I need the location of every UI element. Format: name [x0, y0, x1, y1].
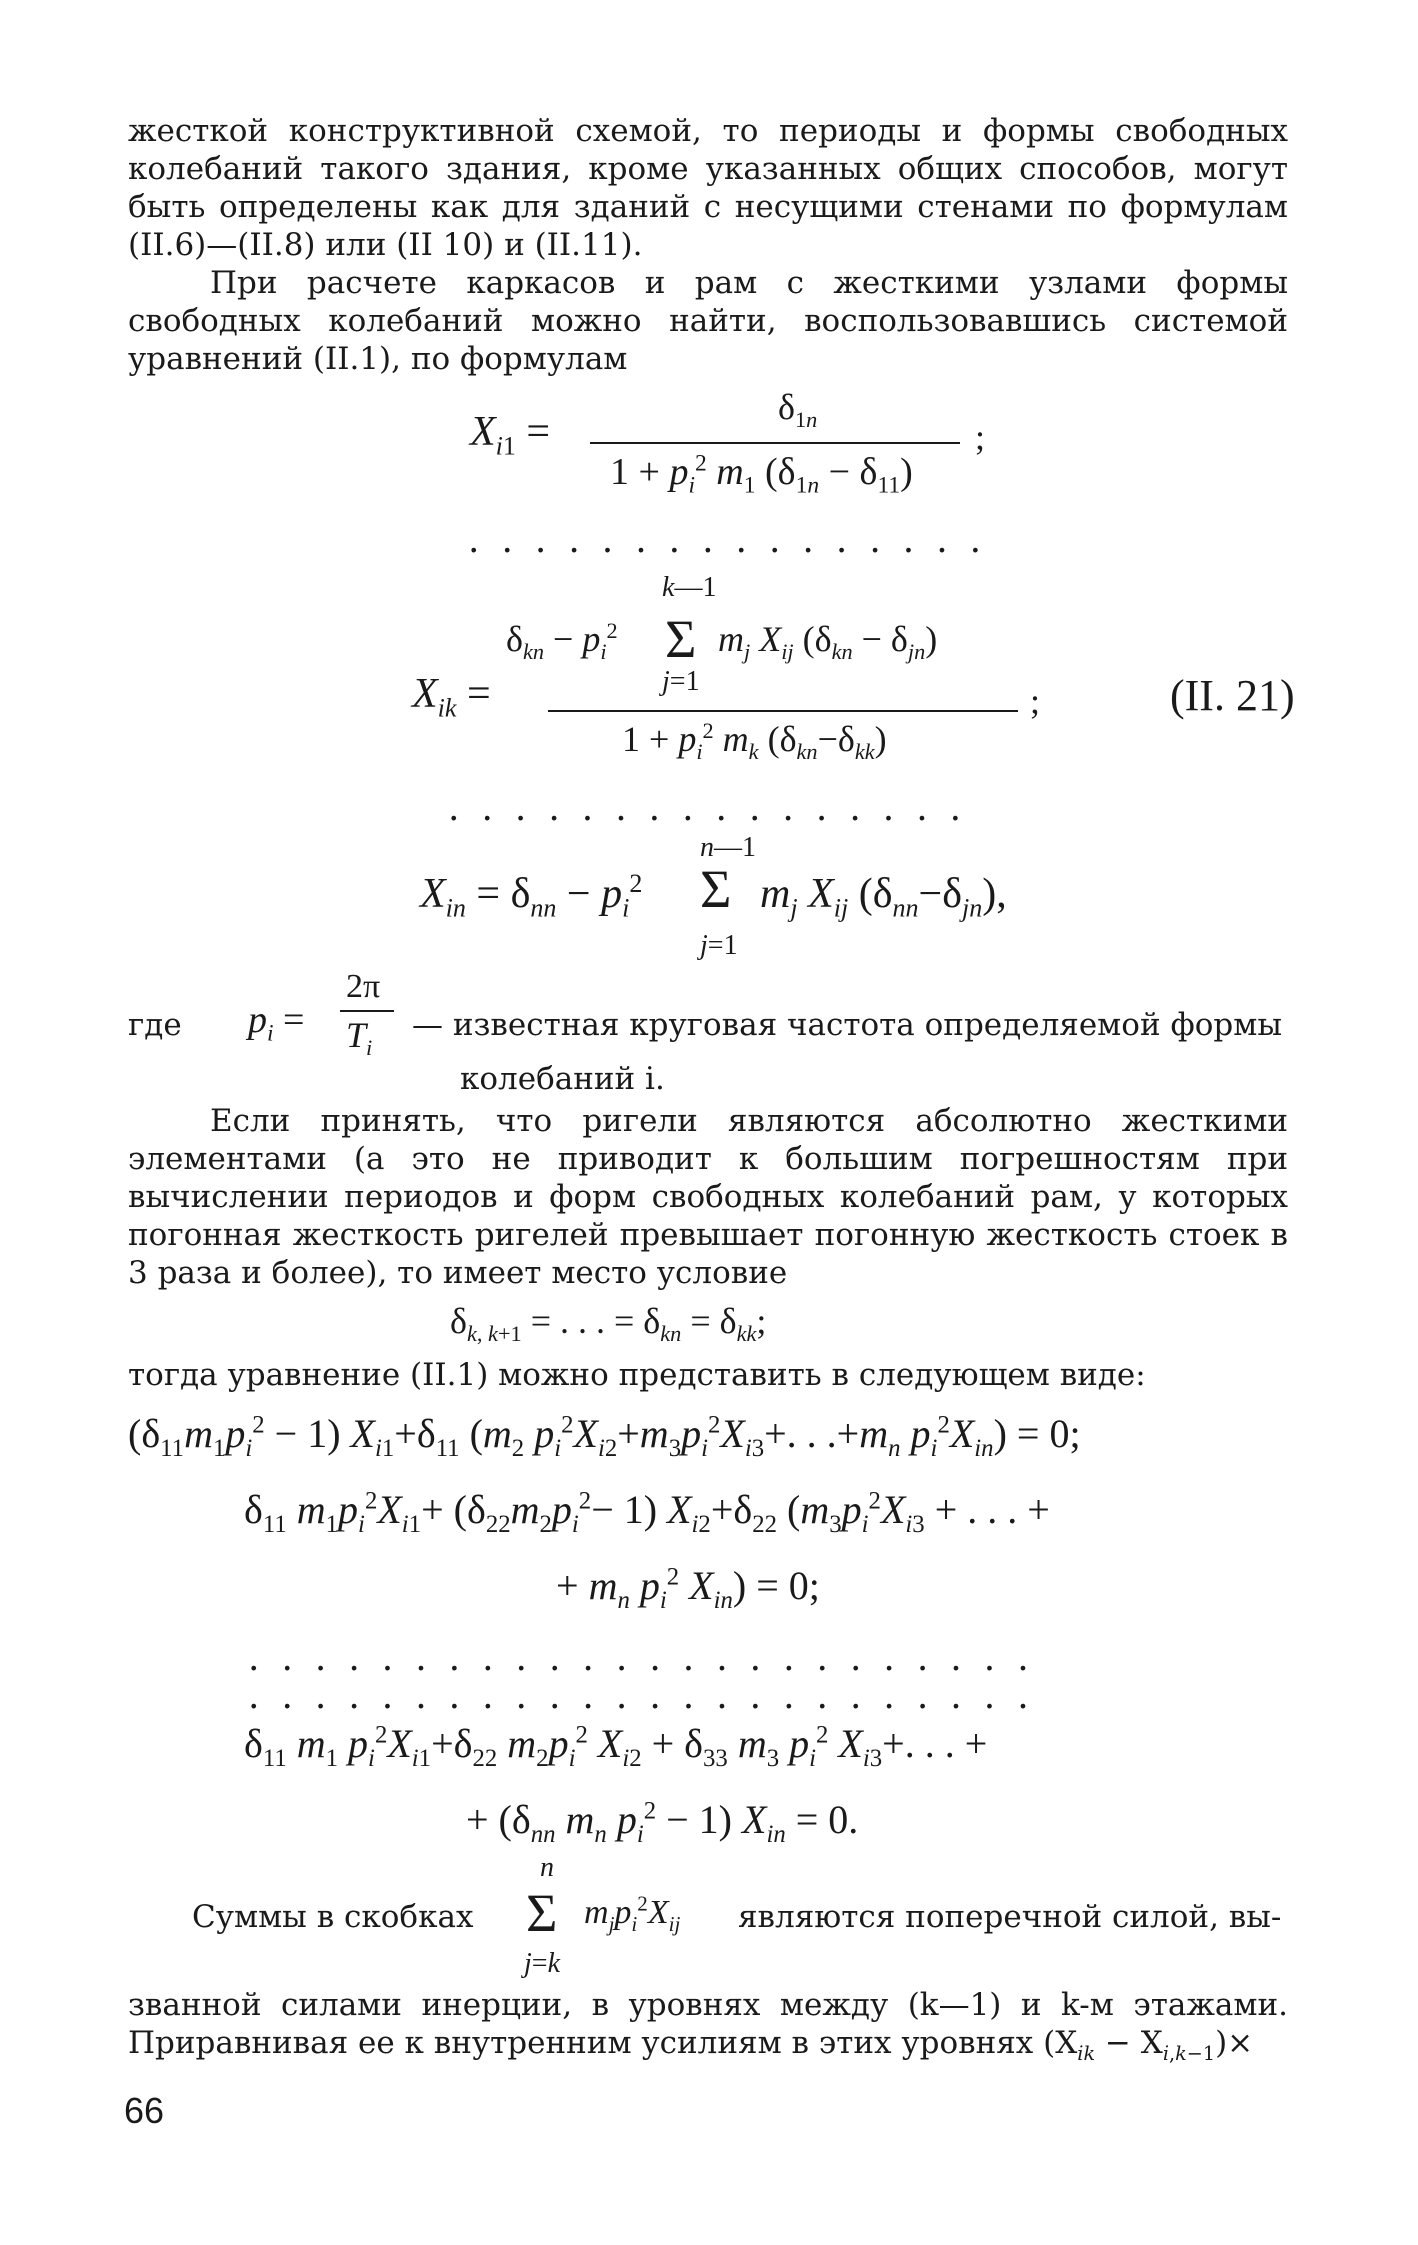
paragraph-6: званной силами инерции, в уровнях между (k—1) и k-м этажами. Приравнивая ее к внутренним усилиям в этих уровнях $(X_{ik} - X_{i,k-1})\times$: [128, 1987, 1288, 2066]
equation-number: (II. 21): [1170, 671, 1295, 720]
paragraph-3: Если принять, что ригели являются абсолютно жесткими элементами (а это не приводит к большим погрешностям при вычислении периодов и форм свободных колебаний рам, у которых погонная жесткость ригелей превышает погонную жесткость стоек в 3 раза и более), то имеет место условие: [128, 1103, 1288, 1291]
where-word: где: [128, 1007, 182, 1043]
dots-row-2: ................: [448, 788, 984, 829]
sum-text-b: являются поперечной силой, вы-: [738, 1899, 1282, 1935]
paragraph-6-tail: − X: [1095, 2025, 1163, 2061]
page-number: 66: [124, 2090, 165, 2131]
paragraph-6-end: )×: [1215, 2025, 1254, 2061]
paragraph-2: При расчете каркасов и рам с жесткими узлами формы свободных колебаний можно найти, воспользовавшись системой уравнений (II.1), по формулам: [128, 265, 1288, 377]
sum-text-a: Суммы в скобках: [192, 1899, 474, 1935]
paragraph-1: жесткой конструктивной схемой, то периоды и формы свободных колебаний такого здания, кроме указанных общих способов, могут быть определены как для зданий с несущими стенами по формулам (II.6)—(II.8) или (II 10) и (II.11).: [128, 113, 1288, 263]
where-text: — известная круговая частота определяемой формы: [412, 1007, 1283, 1043]
dots-row-4: ........................: [248, 1676, 1051, 1717]
equation-condition: $\delta_{k, k+1}$ = . . . = $\delta_{kn} = \delta_{kk}$;: [450, 1301, 767, 1347]
paragraph-4: тогда уравнение (II.1) можно представить в следующем виде:: [128, 1357, 1146, 1393]
dots-row-1: ................: [468, 520, 1004, 561]
where-text-2: колебаний i.: [460, 1061, 665, 1097]
paragraph-6-text: званной силами инерции, в уровнях между (k—1) и k-м этажами. Приравнивая ее к внутренним усилиям в этих уровнях (X: [128, 1987, 1288, 2061]
document-page: жесткой конструктивной схемой, то периоды и формы свободных колебаний такого здания, кроме указанных общих способов, могут быть определены как для зданий с несущими стенами по формулам (II.6)—(II.8) или (II 10) и (II.11). При расчете каркасов и рам с жесткими узлами формы свободных колебаний можно найти, воспользовавшись системой уравнений (II.1), по формулам $X_{i1}$ = $\delta_{1n}$ $1 + p_i^2$ $m_1$ $(\delta_{1n} - \delta_{11})$ ; ................ k—1 $\delta_{kn} - p_i^2$ Σ $m_j$ $X_{ij}$ $(\delta_{kn} - \delta_{jn})$ j=1 $X_{ik}$ = $1 + p_i^2$ $m_k$ $(\delta_{kn}-\delta_{kk})$ ; (II. 21) ................ n—1 $X_{in} = \delta_{nn} - p_i^2$ Σ $m_j$ $X_{ij}$ $(\delta_{nn}-\delta_{jn})$, j=1 где $p_i$ = 2π $T_i$ — известная круговая частота определяемой формы колебаний i. Если принять, что ригели являются абсолютно жесткими элементами (а это не приводит к большим погрешностям при вычислении периодов и форм свободных колебаний рам, у которых погонная жесткость ригелей превышает погонную жесткость стоек в 3 раза и более), то имеет место условие $\delta_{k, k+1}$ = . . . = $\delta_{kn} = \delta_{kk}$; тогда уравнение (II.1) можно представить в следующем виде: $(\delta_{11}m_1p_i^2 - 1)$ $X_{i1}+\delta_{11}$ ($m_2$ $p_i^2X_{i2}+m_3p_i^2X_{i3}+$. . $.+m_n$ $p_i^2X_{in}) = 0$; $\delta_{11}$ $m_1p_i^2X_{i1}+ (\delta_{22}m_2p_i^2- 1)$ $X_{i2}+\delta_{22}$ ($m_3p_i^2X_{i3}$ + . . . + + $m_n$ $p_i^2$ $X_{in}) = 0$; ........................ ........................ $\delta_{11}$ $m_1$ $p_i^2X_{i1}+\delta_{22}$ $m_2p_i^2$ $X_{i2} + \delta_{33}$ $m_3$ $p_i^2$ $X_{i3}+$. . . + + ($\delta_{nn}$ $m_n$ $p_i^2 - 1$) $X_{in} = 0$. Суммы в скобках n Σ $m_jp_i^2X_{ij}$ j=k являются поперечной силой, вы- званной силами инерции, в уровнях между (k—1) и k-м этажами. Приравнивая ее к внутренним усилиям в этих уровнях $(X_{ik} - X_{i,k-1})\times$ 66: [124, 113, 1295, 2131]
dots-row-3: ........................: [248, 1638, 1051, 1679]
